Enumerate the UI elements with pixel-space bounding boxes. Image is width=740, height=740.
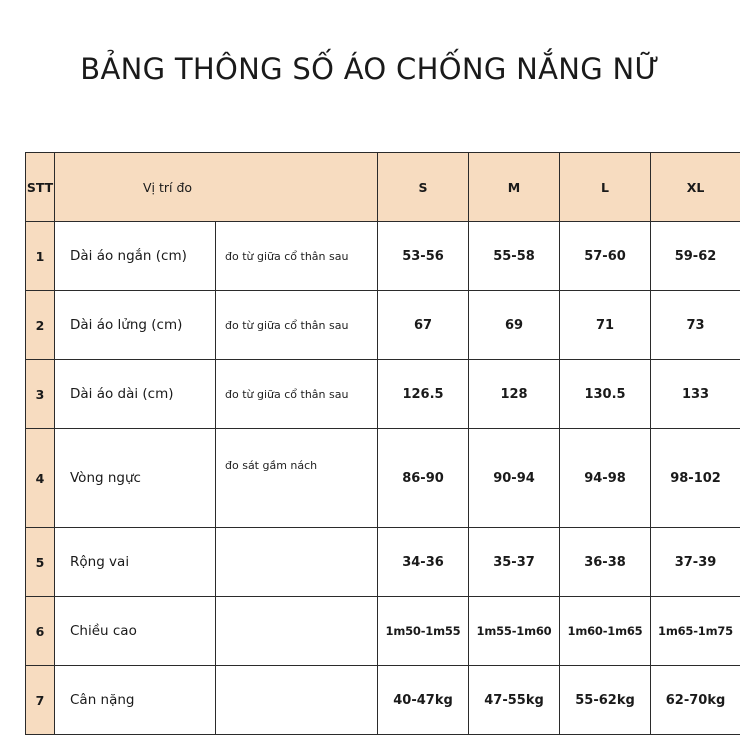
- cell-size-s: 126.5: [378, 360, 469, 429]
- row-position: Dài áo lửng (cm): [55, 291, 216, 360]
- cell-size-m: 47-55kg: [469, 666, 560, 735]
- header-position: Vị trí đo: [55, 153, 378, 222]
- cell-size-s: 67: [378, 291, 469, 360]
- row-note: [216, 666, 378, 735]
- cell-size-m: 1m55-1m60: [469, 597, 560, 666]
- row-stt: 6: [26, 597, 55, 666]
- cell-size-xl: 1m65-1m75: [651, 597, 740, 666]
- header-size-xl: XL: [651, 153, 740, 222]
- header-size-l: L: [560, 153, 651, 222]
- cell-size-xl: 98-102: [651, 429, 740, 528]
- cell-size-m: 35-37: [469, 528, 560, 597]
- header-size-s: S: [378, 153, 469, 222]
- cell-size-m: 90-94: [469, 429, 560, 528]
- cell-size-l: 1m60-1m65: [560, 597, 651, 666]
- row-position: Rộng vai: [55, 528, 216, 597]
- cell-size-s: 34-36: [378, 528, 469, 597]
- table-row: [26, 291, 740, 360]
- cell-size-s: 40-47kg: [378, 666, 469, 735]
- cell-size-l: 55-62kg: [560, 666, 651, 735]
- table-row: [26, 222, 740, 291]
- table-row: [26, 528, 740, 597]
- row-stt: 3: [26, 360, 55, 429]
- table-row: [26, 429, 740, 528]
- row-note: đo từ giữa cổ thân sau: [216, 291, 378, 360]
- row-position: Vòng ngực: [55, 429, 216, 528]
- row-stt: 1: [26, 222, 55, 291]
- cell-size-m: 128: [469, 360, 560, 429]
- row-position: Chiều cao: [55, 597, 216, 666]
- row-note: [216, 528, 378, 597]
- cell-size-xl: 73: [651, 291, 740, 360]
- cell-size-l: 71: [560, 291, 651, 360]
- table-header-row: [26, 153, 740, 222]
- table-row: [26, 666, 740, 735]
- row-position: Dài áo ngắn (cm): [55, 222, 216, 291]
- row-note: đo từ giữa cổ thân sau: [216, 222, 378, 291]
- cell-size-xl: 62-70kg: [651, 666, 740, 735]
- table-row: [26, 360, 740, 429]
- row-stt: 7: [26, 666, 55, 735]
- cell-size-m: 55-58: [469, 222, 560, 291]
- cell-size-s: 86-90: [378, 429, 469, 528]
- cell-size-xl: 37-39: [651, 528, 740, 597]
- row-stt: 2: [26, 291, 55, 360]
- cell-size-l: 36-38: [560, 528, 651, 597]
- cell-size-l: 57-60: [560, 222, 651, 291]
- cell-size-xl: 59-62: [651, 222, 740, 291]
- table-row: [26, 597, 740, 666]
- row-note: [216, 597, 378, 666]
- row-position: Dài áo dài (cm): [55, 360, 216, 429]
- cell-size-l: 94-98: [560, 429, 651, 528]
- header-size-m: M: [469, 153, 560, 222]
- row-note: đo sát gầm nách: [216, 429, 378, 528]
- cell-size-m: 69: [469, 291, 560, 360]
- cell-size-s: 1m50-1m55: [378, 597, 469, 666]
- cell-size-l: 130.5: [560, 360, 651, 429]
- cell-size-xl: 133: [651, 360, 740, 429]
- row-stt: 5: [26, 528, 55, 597]
- header-stt: STT: [26, 153, 55, 222]
- row-stt: 4: [26, 429, 55, 528]
- size-chart-table: [25, 152, 740, 735]
- row-note: đo từ giữa cổ thân sau: [216, 360, 378, 429]
- row-position: Cân nặng: [55, 666, 216, 735]
- page-title: BẢNG THÔNG SỐ ÁO CHỐNG NẮNG NỮ: [80, 52, 660, 86]
- cell-size-s: 53-56: [378, 222, 469, 291]
